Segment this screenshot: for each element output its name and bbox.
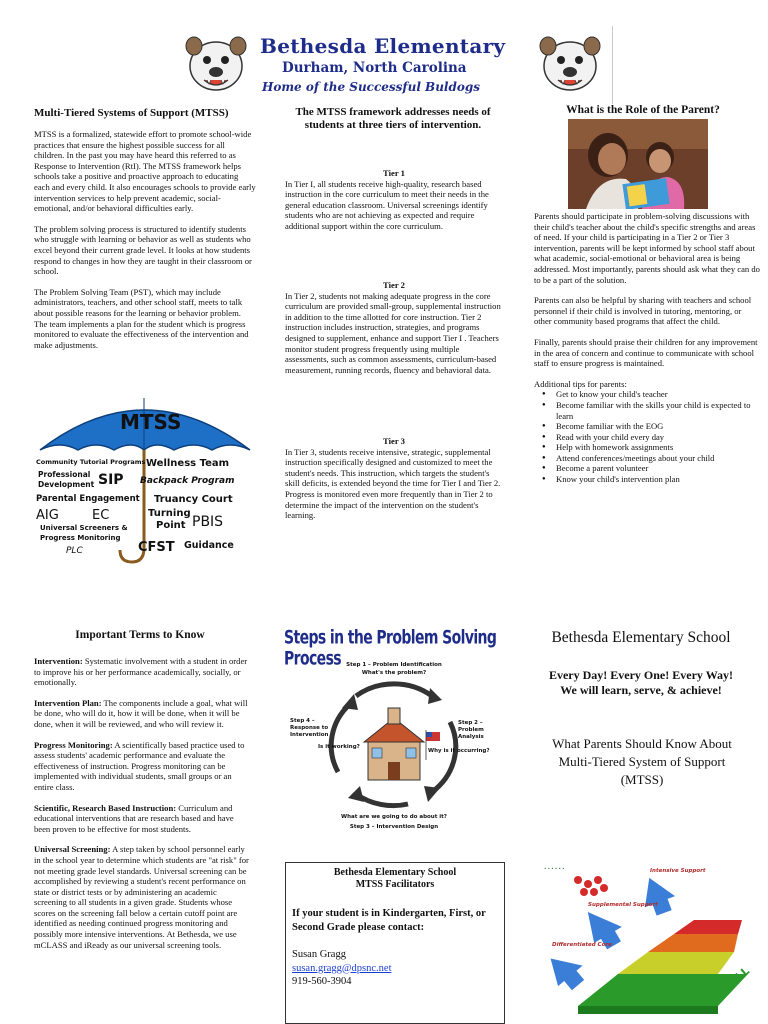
parent-paragraph: Parents should participate in problem-solving discussions with their child's teacher about the child's specific strengths and areas of need. If your child is participating in a Tier 2 or Tier 3 intervention, parents will be kept informed by school staff about what academic, social-emotional or behavioral area is being addressed. Most importantly, parents should ask what they can do to be a part of the solution.: [534, 211, 760, 285]
umbrella-word: Progress Monitoring: [40, 534, 121, 542]
school-tagline: Home of the Successful Buldogs: [262, 80, 481, 94]
facilitators-title: [290, 867, 500, 891]
umbrella-word: Universal Screeners &: [40, 524, 128, 532]
stair-label: Intensive Support: [650, 868, 706, 874]
umbrella-word: Parental Engagement: [36, 494, 140, 504]
problem-solving-cycle-diagram: [284, 660, 504, 835]
parent-paragraph: Parents can also be helpful by sharing with teachers and school personnel if their child is involved in tutoring, mentoring, or other community based programs that affect the child.: [534, 295, 752, 327]
tier-title: Tier 1: [383, 168, 405, 178]
tips-list: [534, 389, 760, 484]
parent-role-heading: What is the Role of the Parent?: [566, 104, 720, 116]
umbrella-word: Professional: [38, 470, 91, 479]
term-item: [34, 740, 250, 793]
step-question: Is it working?: [318, 744, 360, 750]
term-label: Universal Screening:: [34, 844, 111, 855]
step-question: What are we going to do about it?: [341, 814, 447, 820]
term-label: Progress Monitoring:: [34, 739, 113, 750]
term-item: [34, 803, 250, 835]
tiered-support-stairs-graphic: [538, 856, 760, 1016]
parent-reading-photo: [568, 119, 708, 209]
stair-label: Supplemental Support: [588, 902, 658, 908]
term-label: Intervention Plan:: [34, 697, 102, 708]
cover-motto-line: Every Day! Every One! Every Way!: [548, 668, 734, 682]
bulldog-mascot-left-icon: [180, 26, 252, 98]
steps-title: Steps in the Problem Solving Process: [284, 628, 497, 670]
cover-school-name: Bethesda Elementary School: [551, 629, 731, 646]
tier-description: In Tier 2, students not making adequate progress in the core curriculum are provided small-group, supplemental instruction in addition to the time allotted for core instruction. Tier 2 instruction includes instruction, strategies, and programs designed to supplement, enhance and support Tier I . Teachers monitor student progress frequently using multiple assessments, such as common assessments, curriculum-based measurement, running records, fluency and behavioral data.: [285, 290, 501, 375]
facilitator-phone: 919-560-3904: [292, 976, 352, 987]
umbrella-word: Community Tutorial Programs: [36, 458, 146, 466]
facilitator-contact: [292, 948, 502, 989]
list-item: ● Become familiar with the skills your child is expected to learn: [534, 400, 760, 421]
facilitator-email-link[interactable]: susan.gragg@dpsnc.net: [292, 962, 392, 974]
list-item: ● Get to know your child's teacher: [534, 389, 760, 400]
umbrella-word: PBIS: [192, 514, 224, 530]
term-definition: The components include a goal, what will be done, who will do it, how it will be done, when it will be done, when it will be reviewed, and who will review it.: [34, 697, 248, 729]
umbrella-word: AIG: [36, 508, 59, 523]
umbrella-word: Truancy Court: [154, 494, 233, 505]
term-item: [34, 698, 250, 730]
step-label: Step 2 – Problem Analysis: [458, 720, 484, 740]
parent-role-text: [534, 211, 760, 485]
tier-title: Tier 3: [383, 436, 405, 446]
term-label: Scientific, Research Based Instruction:: [34, 802, 177, 813]
step-label: Step 3 – Intervention Design: [349, 824, 439, 830]
terms-list: [34, 656, 250, 960]
umbrella-word: SIP: [98, 472, 124, 488]
term-item: [34, 656, 250, 688]
tier-title: Tier 2: [383, 280, 405, 290]
term-definition: Systematic involvement with a student in order to improve his or her performance academically, socially, or emotionally.: [34, 656, 248, 688]
cover-subtitle: What Parents Should Know About Multi-Tiered System of Support (MTSS): [552, 736, 732, 787]
list-item: ● Attend conferences/meetings about your child: [534, 453, 760, 464]
list-item: ● Become a parent volunteer: [534, 463, 760, 474]
umbrella-word: Backpack Program: [140, 476, 235, 486]
tips-intro: Additional tips for parents:: [534, 378, 627, 389]
facilitators-subtitle: MTSS Facilitators: [355, 879, 435, 890]
stair-label: ALL: [726, 964, 753, 989]
school-city: Durham, North Carolina: [282, 60, 467, 76]
term-definition: A step taken by school personnel early in the school year to determine which students are "at risk" for not meeting grade level standards. Universal screening can be accomplished by reviewing a student's recent performance on state or district tests or by administering an academic screening to all students in a given grade. Students whose scores on the screening fall below a certain cutoff point are identified as needing continued progress monitoring and possibly more intensive interventions. At Bethesda, we use mCLASS and iReady as our universal screening tools.: [34, 844, 249, 950]
tiers-heading: The MTSS framework addresses needs of students at three tiers of intervention.: [295, 106, 491, 131]
svg-text:• • • • • •: • • • • • •: [544, 866, 565, 871]
mtss-intro: [34, 129, 256, 360]
list-item: ● Become familiar with the EOG: [534, 421, 760, 432]
bulldog-mascot-right-icon: [534, 26, 606, 98]
facilitator-name: Susan Gragg: [292, 949, 346, 960]
cover-motto: [528, 668, 754, 698]
umbrella-word: Development: [38, 480, 95, 489]
tier-description: In Tier 3, students receive intensive, strategic, supplemental instruction specifically designed and customized to meet the student's needs. This instruction, which targets the student's skill deficits, is extended beyond the time for Tier I and Tier 2. Progress is monitored even more frequently than in Tier 2 to determine the impact of the intervention on the student's learning.: [285, 446, 501, 521]
mtss-paragraph: MTSS is a formalized, statewide effort to promote school-wide practices that ensure the highest possible success for all children. In the past you may have heard this referred to as Response to Intervention (RtI). The MTSS framework helps schools take a positive and proactive approach to educating each and every child. It also encourages schools to provide early intervention services to help prevent academic, social-emotional, and/or behavioral difficulties early.: [34, 129, 256, 214]
facilitators-prompt: If your student is in Kindergarten, First, or Second Grade please contact:: [292, 908, 486, 933]
tier-2-section: [285, 280, 503, 375]
school-name: Bethesda Elementary: [260, 34, 506, 58]
tier-description: In Tier I, all students receive high-quality, research based instruction in the core curriculum to meet their needs in the general education classroom. Universal screenings identify students who are not achieving as expected and require additional support within the core curriculum.: [285, 178, 489, 231]
umbrella-word: CFST: [138, 540, 175, 555]
term-definition: A scientifically based practice used to assess students' academic performance and evaluate the effectiveness of instruction. Progress monitoring can be implemented with individual students, small groups or an entire class.: [34, 739, 245, 792]
terms-heading: Important Terms to Know: [75, 629, 205, 641]
umbrella-title: MTSS: [120, 410, 182, 434]
term-label: Intervention:: [34, 656, 83, 666]
umbrella-word: Turning: [148, 508, 191, 519]
cover-motto-line: We will learn, serve, & achieve!: [560, 683, 722, 697]
mtss-heading: Multi-Tiered Systems of Support (MTSS): [34, 107, 229, 119]
umbrella-word: Point: [156, 520, 186, 531]
mtss-umbrella-graphic: [34, 390, 256, 568]
step-label: Step 1 – Problem Identification: [346, 662, 442, 668]
umbrella-word: PLC: [66, 546, 83, 556]
list-item: ● Know your child's intervention plan: [534, 474, 760, 485]
header-divider: [612, 26, 613, 104]
tier-3-section: [285, 436, 503, 521]
list-item: ● Read with your child every day: [534, 432, 760, 443]
mtss-paragraph: The Problem Solving Team (PST), which may include administrators, teachers, and other school staff, meets to talk about possible reasons for the learning or behavior problem. The team implements a plan for the student which is progress monitored to evaluate the effectiveness of the intervention and make adjustments.: [34, 286, 249, 350]
students-cluster-icon: [574, 876, 608, 896]
step-label: Step 4 – Response to Intervention: [290, 718, 329, 738]
step-question: What's the problem?: [361, 670, 427, 676]
list-item: ● Help with homework assignments: [534, 442, 760, 453]
umbrella-word: Guidance: [184, 540, 234, 551]
term-item: [34, 844, 250, 950]
umbrella-word: EC: [92, 508, 110, 523]
step-question: Why is it occurring?: [428, 748, 490, 754]
facilitators-school: Bethesda Elementary School: [333, 867, 457, 878]
parent-paragraph: Finally, parents should praise their children for any improvement in the area of concern and continue to communicate with school staff to ensure progress is maintained.: [534, 336, 758, 369]
mtss-paragraph: The problem solving process is structured to identify students who struggle with learning or behavior as well as students who excel beyond their current grade level. It looks at how students respond to changes in how they are taught in their classroom or school.: [34, 223, 252, 277]
term-definition: Curriculum and educational interventions that are research based and have been proven to be effective for most students.: [34, 802, 234, 834]
tier-1-section: [285, 168, 503, 232]
umbrella-word: Wellness Team: [146, 458, 230, 469]
stair-label: Differentiated Core: [552, 942, 612, 948]
